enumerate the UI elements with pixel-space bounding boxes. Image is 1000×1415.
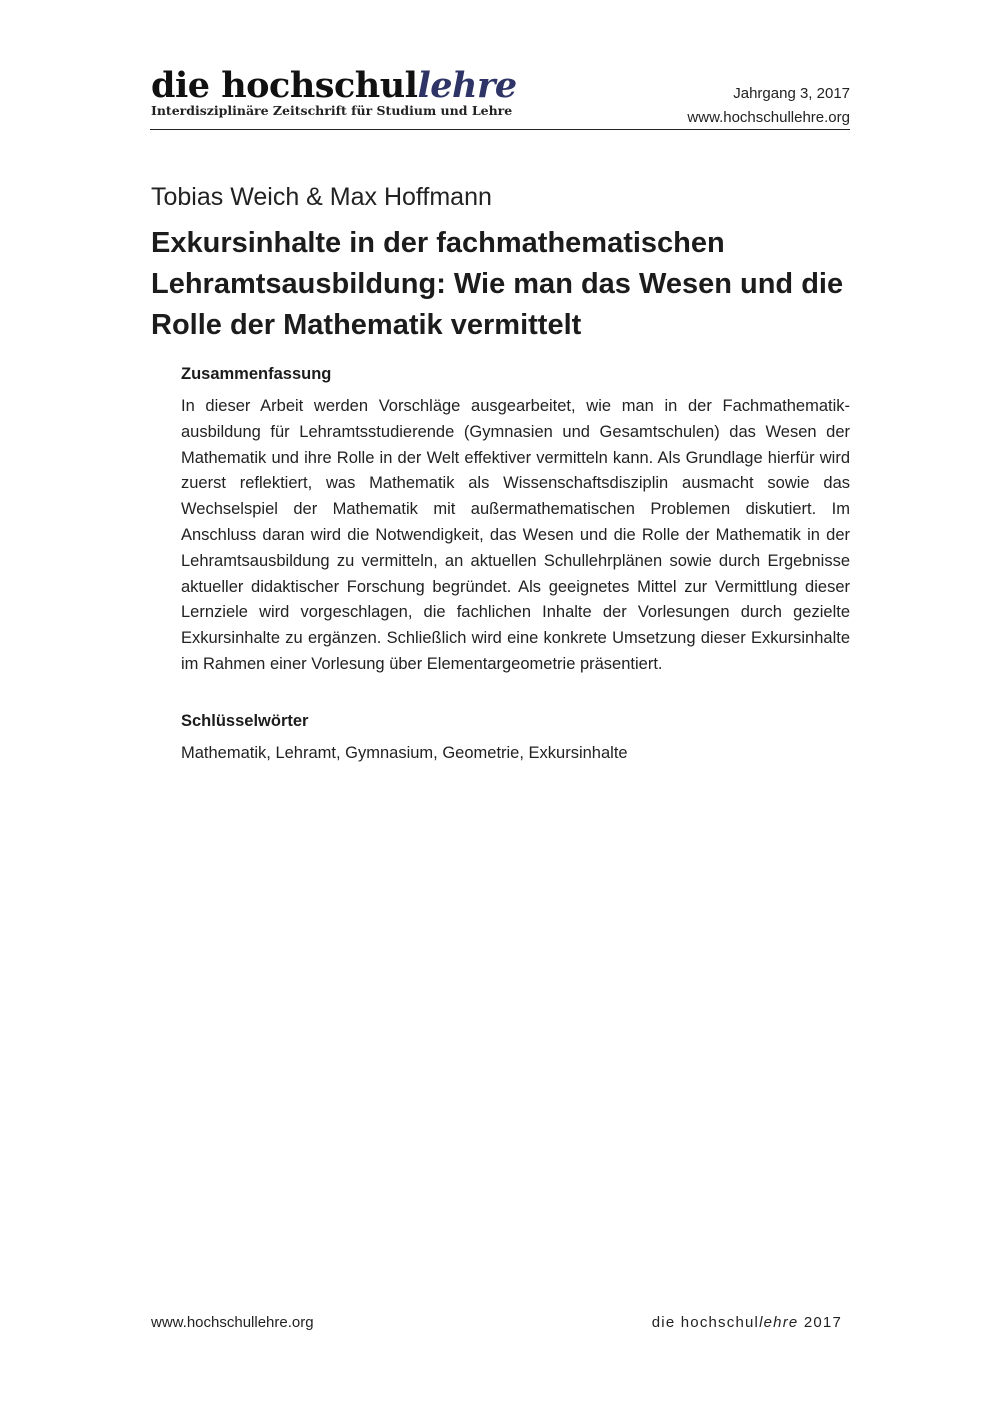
article-authors: Tobias Weich & Max Hoffmann [151,183,492,211]
footer-year: 2017 [798,1314,842,1331]
logo-main-text: die hochschul [151,65,418,106]
header-meta [687,82,850,130]
keywords-heading: Schlüsselwörter [181,712,309,730]
journal-subtitle: Interdisziplinäre Zeitschrift für Studium und Lehre [151,103,513,118]
footer-journal-main: die hochschul [651,1314,760,1331]
header-rule [150,129,850,130]
footer-journal [652,1314,842,1331]
keywords-text: Mathematik, Lehramt, Gymnasium, Geometrie, Exkursinhalte [181,744,628,762]
abstract-section [181,365,850,678]
article-title: Exkursinhalte in der fachmathematischen Lehramtsausbildung: Wie man das Wesen und die Rolle der Mathematik vermittelt [151,227,844,341]
journal-masthead [151,65,517,118]
footer-website: www.hochschullehre.org [151,1314,314,1331]
logo-accent-text: lehre [417,65,517,106]
abstract-text: In dieser Arbeit werden Vorschläge ausgearbeitet, wie man in der Fachmathematikausbildung für Lehramtsstudierende (Gymnasien und Gesamtschulen) das Wesen der Mathematik und ihre Rolle in der Welt effektiver vermitteln kann. Als Grundlage hierfür wird zuerst reflektiert, was Mathematik als Wissenschaftsdisziplin ausmacht sowie das Wechselspiel der Mathematik mit außermathematischen Problemen diskutiert. Im Anschluss daran wird die Notwendigkeit, das Wesen und die Rolle der Mathematik in der Lehramtsausbildung zu vermitteln, an aktuellen Schullehrplänen sowie durch Ergebnisse aktueller didaktischer Forschung begründet. Als geeignetes Mittel zur Vermittlung dieser Lernziele wird vorgeschlagen, die fachlichen Inhalte der Vorlesungen durch gezielte Exkursinhalte zu ergänzen. Schließlich wird eine konkrete Umsetzung dieser Exkursinhalte im Rahmen einer Vorlesung über Elementargeometrie präsentiert. [181,397,850,673]
volume-info: Jahrgang 3, 2017 [733,85,850,102]
journal-logo [151,65,517,106]
keywords-section [181,712,850,767]
footer-journal-accent: lehre [759,1314,799,1331]
header-website: www.hochschullehre.org [687,109,850,126]
abstract-heading: Zusammenfassung [181,365,332,383]
